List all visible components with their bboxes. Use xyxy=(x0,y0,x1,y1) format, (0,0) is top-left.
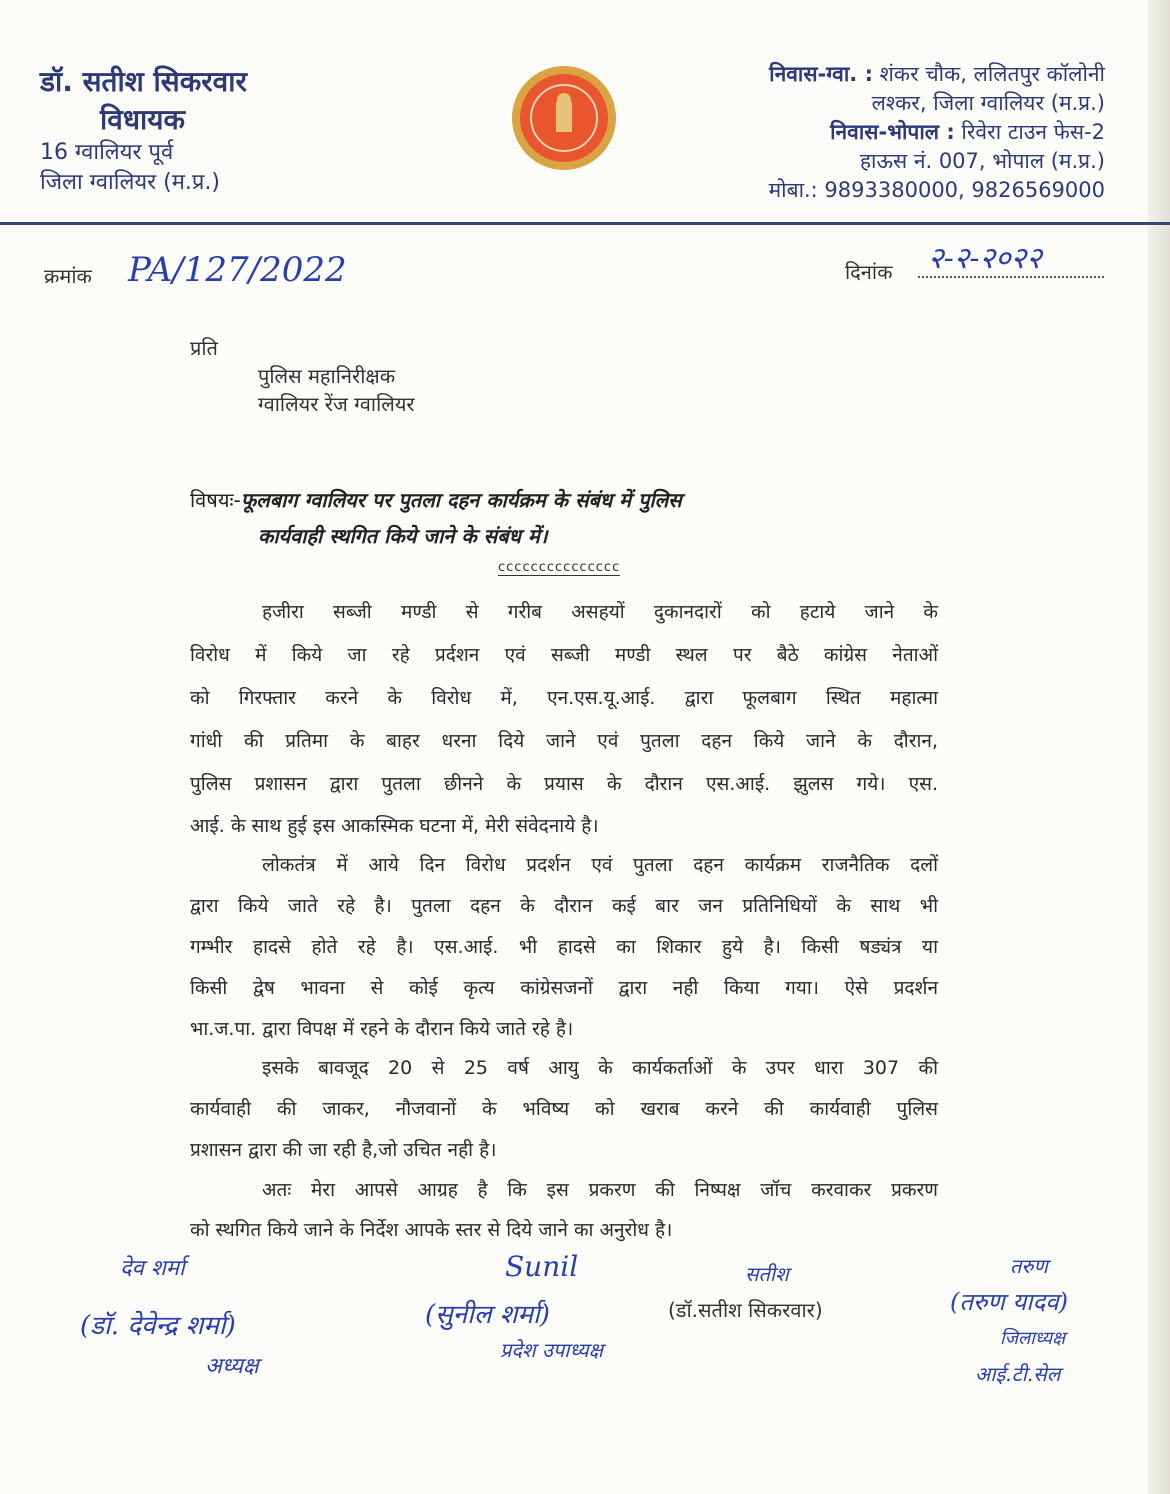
body-line: कार्यवाही की जाकर, नौजवानों के भविष्य को खराब करने की कार्यवाही पुलिस xyxy=(190,1098,938,1120)
signatory-title: अध्यक्ष xyxy=(205,1354,259,1379)
date-label: दिनांक xyxy=(845,260,893,284)
signature-devendra: देव शर्मा xyxy=(120,1256,185,1281)
signatory-name: (डॉ.सतीश सिकरवार) xyxy=(668,1298,823,1322)
body-line: को स्थगित किये जाने के निर्देश आपके स्तर से दिये जाने का अनुरोध है। xyxy=(190,1219,673,1241)
signature-sunil: Sunil xyxy=(505,1250,579,1283)
subject-ornament: ccccccccccccccc xyxy=(498,560,621,575)
signatory-name: (सुनील शर्मा) xyxy=(425,1300,550,1330)
residence-gwalior: निवास-ग्वा. : शंकर चौक, ललितपुर कॉलोनी xyxy=(769,62,1105,86)
signature-satish: सतीश xyxy=(745,1262,789,1286)
signatory-title: प्रदेश उपाध्यक्ष xyxy=(500,1338,603,1362)
body-line: प्रशासन द्वारा की जा रही है,जो उचित नही है। xyxy=(190,1139,497,1161)
residence-bhopal-line2: हाऊस नं. 007, भोपाल (म.प्र.) xyxy=(859,149,1105,173)
body-line: लोकतंत्र में आये दिन विरोध प्रदर्शन एवं पुतला दहन कार्यक्रम राजनैतिक दलों xyxy=(262,854,938,876)
signatory-name: (तरुण यादव) xyxy=(950,1288,1068,1316)
subject-line1: विषयः-फूलबाग ग्वालियर पर पुतला दहन कार्यक्रम के संबंध में पुलिस xyxy=(190,488,682,512)
date-value: २-२-२०२२ xyxy=(928,241,1042,276)
signatory-title2: आई.टी.सेल xyxy=(975,1362,1061,1386)
body-line: को गिरफ्तार करने के विरोध में, एन.एस.यू.आई. द्वारा फूलबाग स्थित महात्मा xyxy=(190,687,938,709)
body-line: हजीरा सब्जी मण्डी से गरीब असहयों दुकानदारों को हटाये जाने के xyxy=(262,601,938,623)
mobile-numbers: मोबा.: 9893380000, 9826569000 xyxy=(768,178,1105,202)
subject-line2: कार्यवाही स्थगित किये जाने के संबंध में। xyxy=(258,524,548,548)
mla-name: डॉ. सतीश सिकरवार xyxy=(40,65,247,98)
ref-number: PA/127/2022 xyxy=(128,250,347,290)
recipient-line2: ग्वालियर रेंज ग्वालियर xyxy=(258,392,415,416)
body-line: भा.ज.पा. द्वारा विपक्ष में रहने के दौरान किये जाते रहे है। xyxy=(190,1018,574,1040)
body-line: द्वारा किये जाते रहे है। पुतला दहन के दौरान कई बार जन प्रतिनिधियों के साथ भी xyxy=(190,895,938,917)
mla-designation: विधायक xyxy=(100,103,186,136)
header-divider xyxy=(0,222,1170,225)
signatory-title: जिलाध्यक्ष xyxy=(1000,1328,1065,1349)
body-line: पुलिस प्रशासन द्वारा पुतला छीनने के प्रयास के दौरान एस.आई. झुलस गये। एस. xyxy=(190,773,938,795)
recipient-prefix: प्रति xyxy=(190,336,218,360)
district: जिला ग्वालियर (म.प्र.) xyxy=(40,170,220,195)
ref-label: क्रमांक xyxy=(44,264,92,288)
body-line: आई. के साथ हुई इस आकस्मिक घटना में, मेरी संवेदनाये है। xyxy=(190,815,599,837)
signatory-name: (डॉ. देवेन्द्र शर्मा) xyxy=(80,1311,236,1341)
signature-tarun: तरुण xyxy=(1010,1254,1048,1278)
body-line: गांधी की प्रतिमा के बाहर धरना दिये जाने एवं पुतला दहन किये जाने के दौरान, xyxy=(190,730,938,752)
body-line: इसके बावजूद 20 से 25 वर्ष आयु के कार्यकर्ताओं के उपर धारा 307 की xyxy=(262,1057,938,1079)
body-line: विरोध में किये जा रहे प्रर्दशन एवं सब्जी मण्डी स्थल पर बैठे कांग्रेस नेताओं xyxy=(190,644,938,666)
residence-bhopal: निवास-भोपाल : रिवेरा टाउन फेस-2 xyxy=(830,120,1105,144)
body-line: गम्भीर हादसे होते रहे है। एस.आई. भी हादसे का शिकार हुये है। किसी षड्यंत्र या xyxy=(190,936,938,958)
constituency: 16 ग्वालियर पूर्व xyxy=(40,140,174,165)
residence-gwalior-line2: लश्कर, जिला ग्वालियर (म.प्र.) xyxy=(871,91,1105,115)
recipient-line1: पुलिस महानिरीक्षक xyxy=(258,364,396,388)
state-emblem-icon xyxy=(512,62,616,174)
body-line: अतः मेरा आपसे आग्रह है कि इस प्रकरण की निष्पक्ष जॉच करवाकर प्रकरण xyxy=(262,1179,938,1201)
body-line: किसी द्वेष भावना से कोई कृत्य कांग्रेसजनों द्वारा नही किया गया। ऐसे प्रदर्शन xyxy=(190,977,938,999)
